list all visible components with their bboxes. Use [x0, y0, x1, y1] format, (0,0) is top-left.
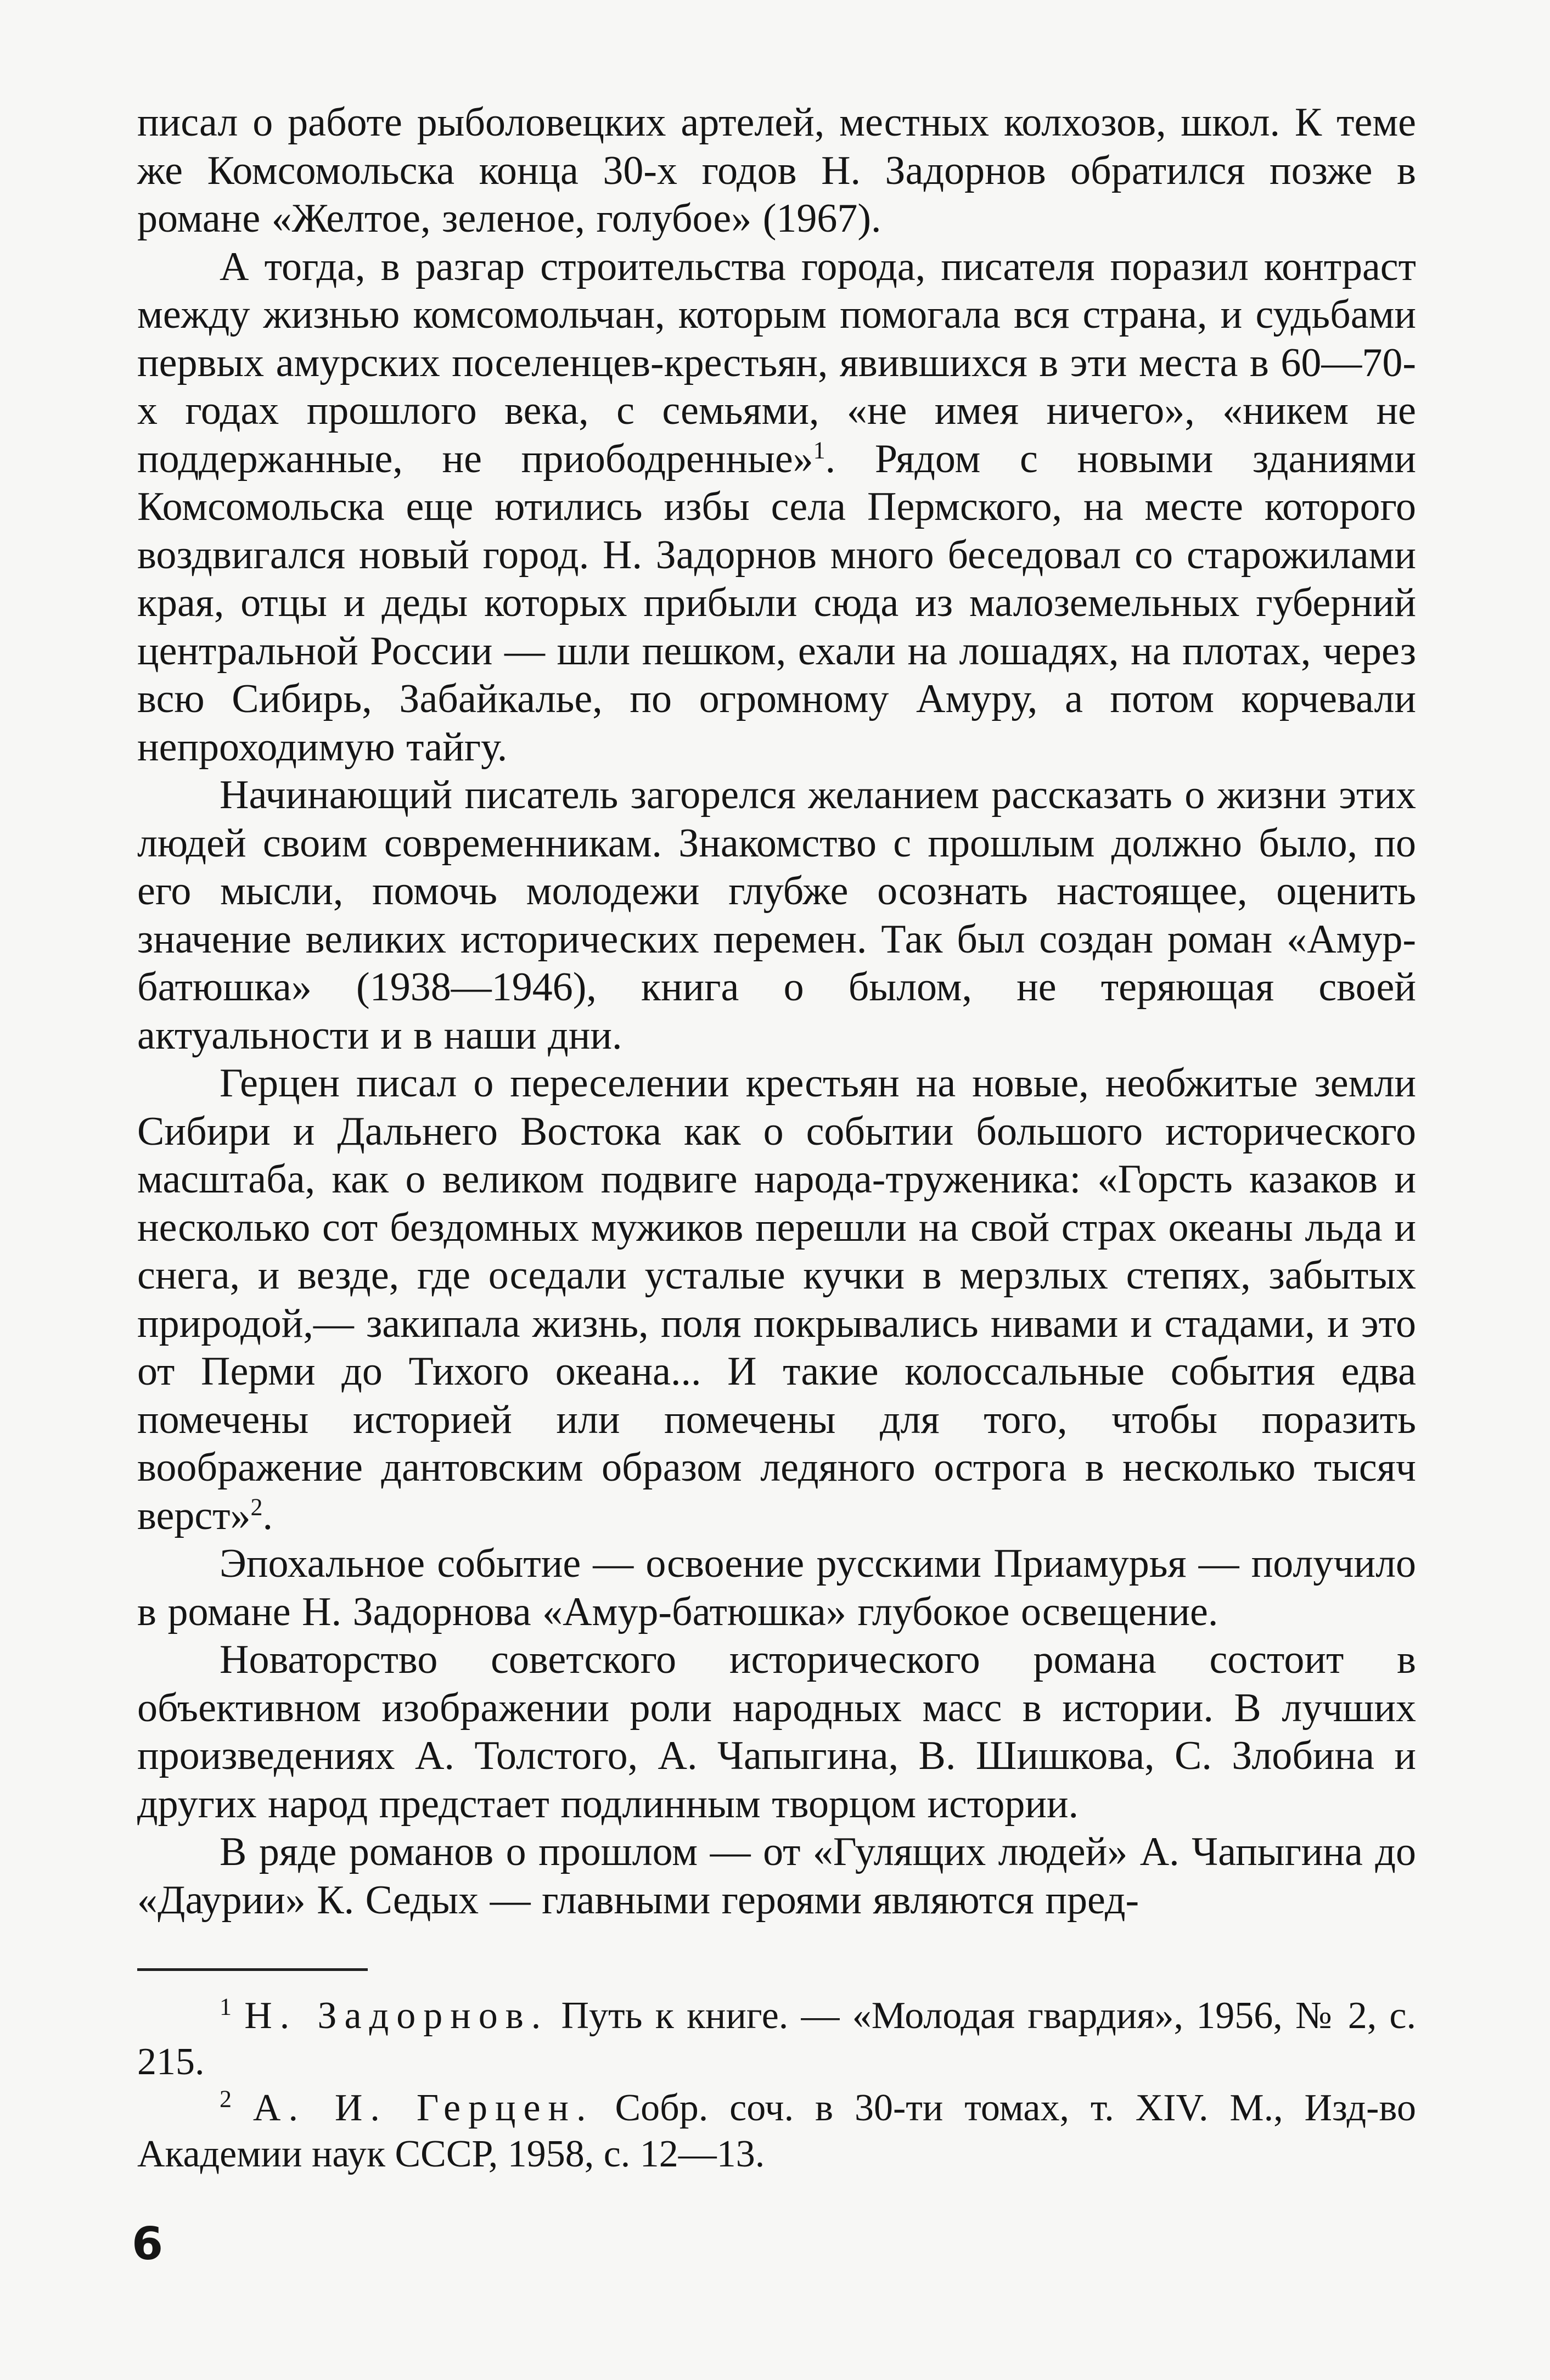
paragraph: А тогда, в разгар строительства города, писателя поразил контраст между жизнью комсомольчан, которым помогала вся страна, и судьбами первых амурских поселенцев-крестьян, явившихся в эти места в 60—70-х годах прошлого века, с семьями, «не имея ничего», «никем не поддержанные, не приободренные»$^1$. Рядом с новыми зданиями Комсомольска еще ютились избы села Пермского, на месте которого воздвигался новый город. Н. Задорнов много беседовал со старожилами края, отцы и деды которых прибыли сюда из малоземельных губерний центральной России — шли пешком, ехали на лошадях, на плотах, через всю Сибирь, Забайкалье, по огромному Амуру, а потом корчевали непроходимую тайгу.: [137, 244, 1416, 770]
footnotes: [137, 1993, 1416, 2177]
paragraph: [137, 771, 1416, 1060]
paragraph-text: А тогда, в разгар строительства города, писателя поразил контраст между жизнью комсомольчан, которым помогала вся страна, и судьбами первых амурских поселенцев-крестьян, явившихся в эти места в 60—70-х годах прошлого века, с семьями, «не имея ничего», «никем не поддержанные, не приободренные»: [137, 244, 1416, 481]
paragraph-text: Начинающий писатель загорелся желанием рассказать о жизни этих людей своим современникам. Знакомство с прошлым должно было, по его мысли, помочь молодежи глубже осознать настоящее, оценить значение великих исторических перемен. Так был создан роман «Амур-батюшка» (1938—1946), книга о былом, не теряющая своей актуальности и в наши дни.: [137, 772, 1416, 1058]
paragraph: Герцен писал о переселении крестьян на новые, необжитые земли Сибири и Дальнего Востока как о событии большого исторического масштаба, как о великом подвиге народа-труженика: «Горсть казаков и несколько сот бездомных мужиков перешли на свой страх океаны льда и снега, и везде, где оседали усталые кучки в мерзлых степях, забытых природой,— закипала жизнь, поля покрывались нивами и стадами, и это от Перми до Тихого океана... И такие колоссальные события едва помечены историей или помечены для того, чтобы поразить воображение дантовским образом ледяного острога в несколько тысяч верст»$^2$.: [137, 1061, 1416, 1538]
footnote-text: Собр. соч. в 30-ти томах, т. XIV. М., Изд-во Академии наук СССР, 1958, с. 12—13.: [137, 2087, 1416, 2175]
page-number: 6: [132, 2218, 164, 2270]
body-text: [137, 99, 1416, 1924]
paragraph-text: Эпохальное событие — освоение русскими Приамурья — получило в романе Н. Задорнова «Амур-батюшка» глубокое освещение.: [137, 1541, 1416, 1634]
footnote-author: А. И. Герцен.: [252, 2087, 594, 2129]
footnote-number: 2: [220, 2085, 232, 2113]
paragraph-text: Рядом с новыми зданиями Комсомольска еще ютились избы села Пермского, на месте которого воздвигался новый город. Н. Задорнов много беседовал со старожилами края, отцы и деды которых прибыли сюда из малоземельных губерний центральной России — шли пешком, ехали на лошадях, на плотах, через всю Сибирь, Забайкалье, по огромному Амуру, а потом корчевали непроходимую тайгу.: [137, 436, 1416, 770]
footnote-divider: [137, 1968, 368, 1971]
paragraph: [137, 99, 1416, 243]
footnote: [137, 1993, 1416, 2085]
footnote-text: Путь к книге. — «Молодая гвардия», 1956, № 2, с. 215.: [137, 1995, 1416, 2083]
paragraph: [137, 1540, 1416, 1636]
paragraph: [137, 1828, 1416, 1924]
paragraph-text: Новаторство советского исторического романа состоит в объективном изображении роли народных масс в истории. В лучших произведениях А. Толстого, А. Чапыгина, В. Шишкова, С. Злобина и других народ предстает подлинным творцом истории.: [137, 1637, 1416, 1827]
page: [137, 99, 1416, 2177]
paragraph: [137, 1636, 1416, 1828]
footnote-mark[interactable]: 2: [250, 1493, 263, 1520]
footnote-author: Н. Задорнов.: [244, 1995, 549, 2037]
paragraph-text: писал о работе рыболовецких артелей, местных колхозов, школ. К теме же Комсомольска конца 30-х годов Н. Задорнов обратился позже в романе «Желтое, зеленое, голубое» (1967).: [137, 100, 1416, 241]
paragraph-text: В ряде романов о прошлом — от «Гулящих людей» А. Чапыгина до «Даурии» К. Седых — главными героями являются пред-: [137, 1829, 1416, 1923]
paragraph-text: Герцен писал о переселении крестьян на новые, необжитые земли Сибири и Дальнего Востока как о событии большого исторического масштаба, как о великом подвиге народа-труженика: «Горсть казаков и несколько сот бездомных мужиков перешли на свой страх океаны льда и снега, и везде, где оседали усталые кучки в мерзлых степях, забытых природой,— закипала жизнь, поля покрывались нивами и стадами, и это от Перми до Тихого океана... И такие колоссальные события едва помечены историей или помечены для того, чтобы поразить воображение дантовским образом ледяного острога в несколько тысяч верст»: [137, 1061, 1416, 1538]
footnote: [137, 2085, 1416, 2177]
footnote-mark[interactable]: 1: [813, 436, 825, 463]
footnote-number: 1: [220, 1993, 232, 2020]
